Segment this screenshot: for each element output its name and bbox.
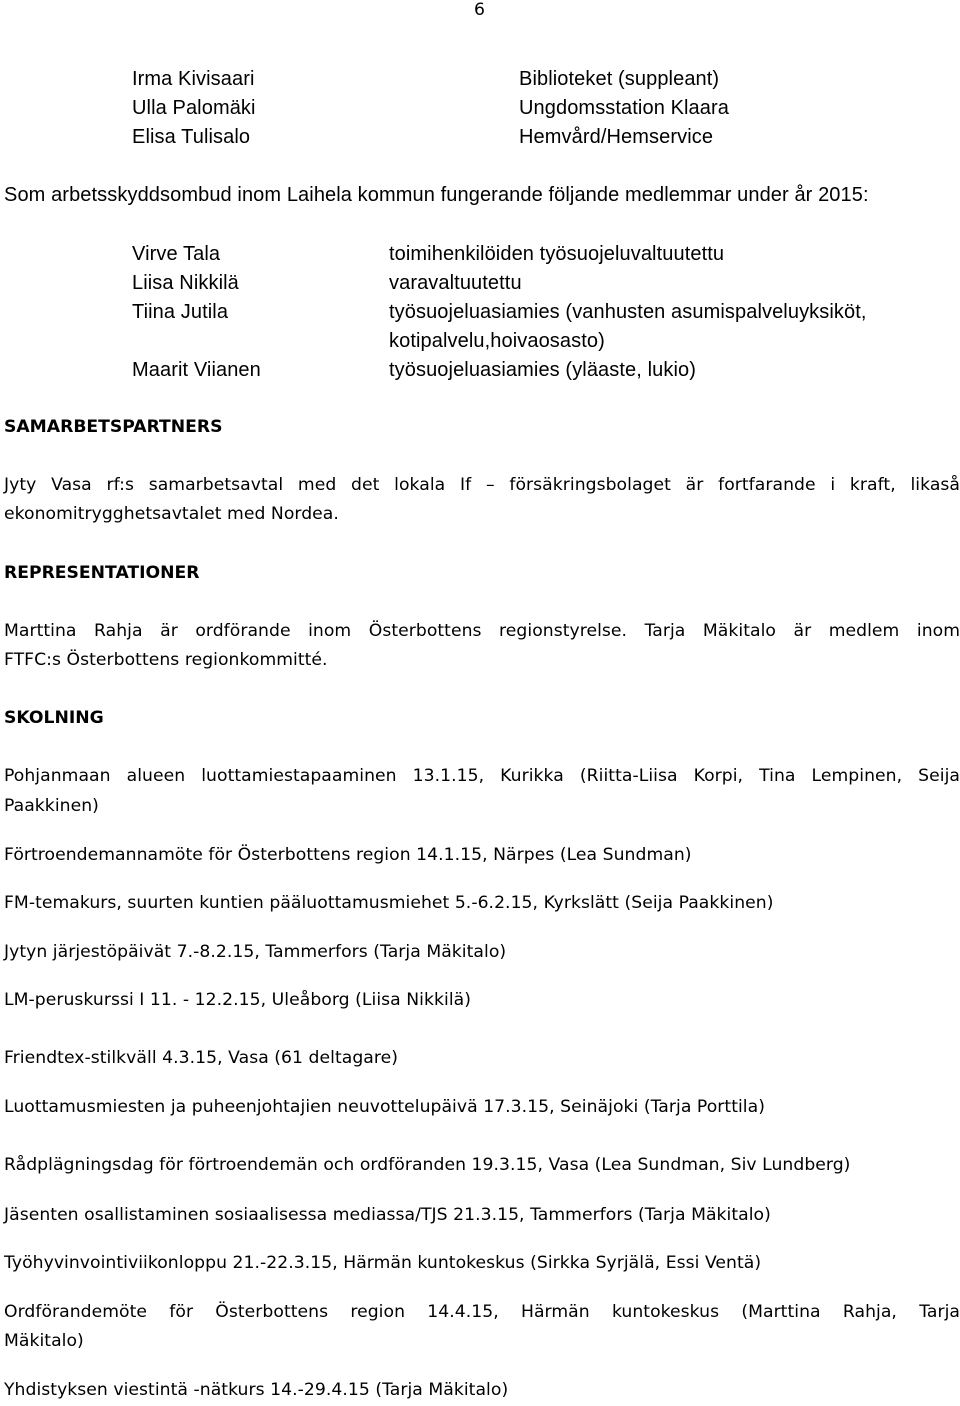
paragraph-line: ekonomitrygghetsavtalet med Nordea. — [4, 504, 339, 524]
list-item-continued: Mäkitalo) — [4, 1331, 84, 1351]
contact-role: Biblioteket (suppleant) — [519, 68, 720, 90]
paragraph-line: Jyty Vasa rf:s samarbetsavtal med det lokala If – försäkringsbolaget är fortfarande i kraft, likaså — [4, 475, 960, 495]
section-heading-samarbetspartners: SAMARBETSPARTNERS — [4, 417, 223, 437]
contact-role: Ungdomsstation Klaara — [519, 97, 729, 119]
list-item: Rådplägningsdag för förtroendemän och ordföranden 19.3.15, Vasa (Lea Sundman, Siv Lundberg) — [4, 1155, 851, 1175]
safety-intro: Som arbetsskyddsombud inom Laihela kommun fungerande följande medlemmar under år 2015: — [4, 184, 869, 206]
list-item: FM-temakurs, suurten kuntien pääluottamusmiehet 5.-6.2.15, Kyrkslätt (Seija Paakkinen) — [4, 893, 774, 913]
list-item: Jäsenten osallistaminen sosiaalisessa mediassa/TJS 21.3.15, Tammerfors (Tarja Mäkitalo) — [4, 1205, 771, 1225]
rep-role: työsuojeluasiamies (yläaste, lukio) — [389, 359, 696, 381]
rep-role: varavaltuutettu — [389, 272, 522, 294]
contact-name: Ulla Palomäki — [132, 97, 256, 119]
list-item: Ordförandemöte för Österbottens region 14.4.15, Härmän kuntokeskus (Marttina Rahja, Tarja — [4, 1302, 960, 1322]
section-heading-skolning: SKOLNING — [4, 708, 104, 728]
rep-role: toimihenkilöiden työsuojeluvaltuutettu — [389, 243, 725, 265]
rep-name: Liisa Nikkilä — [132, 272, 239, 294]
page-number: 6 — [474, 0, 485, 20]
list-item: LM-peruskurssi I 11. - 12.2.15, Uleåborg (Liisa Nikkilä) — [4, 990, 471, 1010]
list-item: Friendtex-stilkväll 4.3.15, Vasa (61 deltagare) — [4, 1048, 398, 1068]
list-item: Työhyvinvointiviikonloppu 21.-22.3.15, Härmän kuntokeskus (Sirkka Syrjälä, Essi Ventä) — [4, 1253, 762, 1273]
list-item: Yhdistyksen viestintä -nätkurs 14.-29.4.15 (Tarja Mäkitalo) — [4, 1380, 509, 1400]
list-item: Pohjanmaan alueen luottamiestapaaminen 13.1.15, Kurikka (Riitta-Liisa Korpi, Tina Lempinen, Seija — [4, 766, 960, 786]
rep-name: Virve Tala — [132, 243, 221, 265]
section-heading-representationer: REPRESENTATIONER — [4, 563, 200, 583]
list-item-continued: Paakkinen) — [4, 796, 99, 816]
paragraph-line: Marttina Rahja är ordförande inom Österbottens regionstyrelse. Tarja Mäkitalo är medlem inom — [4, 621, 960, 641]
list-item: Jytyn järjestöpäivät 7.-8.2.15, Tammerfors (Tarja Mäkitalo) — [4, 942, 507, 962]
paragraph-line: FTFC:s Österbottens regionkommitté. — [4, 650, 328, 670]
contact-name: Irma Kivisaari — [132, 68, 255, 90]
contact-role: Hemvård/Hemservice — [519, 126, 714, 148]
list-item: Luottamusmiesten ja puheenjohtajien neuvottelupäivä 17.3.15, Seinäjoki (Tarja Porttila) — [4, 1097, 765, 1117]
list-item: Förtroendemannamöte för Österbottens region 14.1.15, Närpes (Lea Sundman) — [4, 845, 692, 865]
rep-name: Tiina Jutila — [132, 301, 229, 323]
rep-role-continued: kotipalvelu,hoivaosasto) — [389, 330, 605, 352]
contact-name: Elisa Tulisalo — [132, 126, 251, 148]
rep-name: Maarit Viianen — [132, 359, 261, 381]
rep-role: työsuojeluasiamies (vanhusten asumispalveluyksiköt, — [389, 301, 867, 323]
